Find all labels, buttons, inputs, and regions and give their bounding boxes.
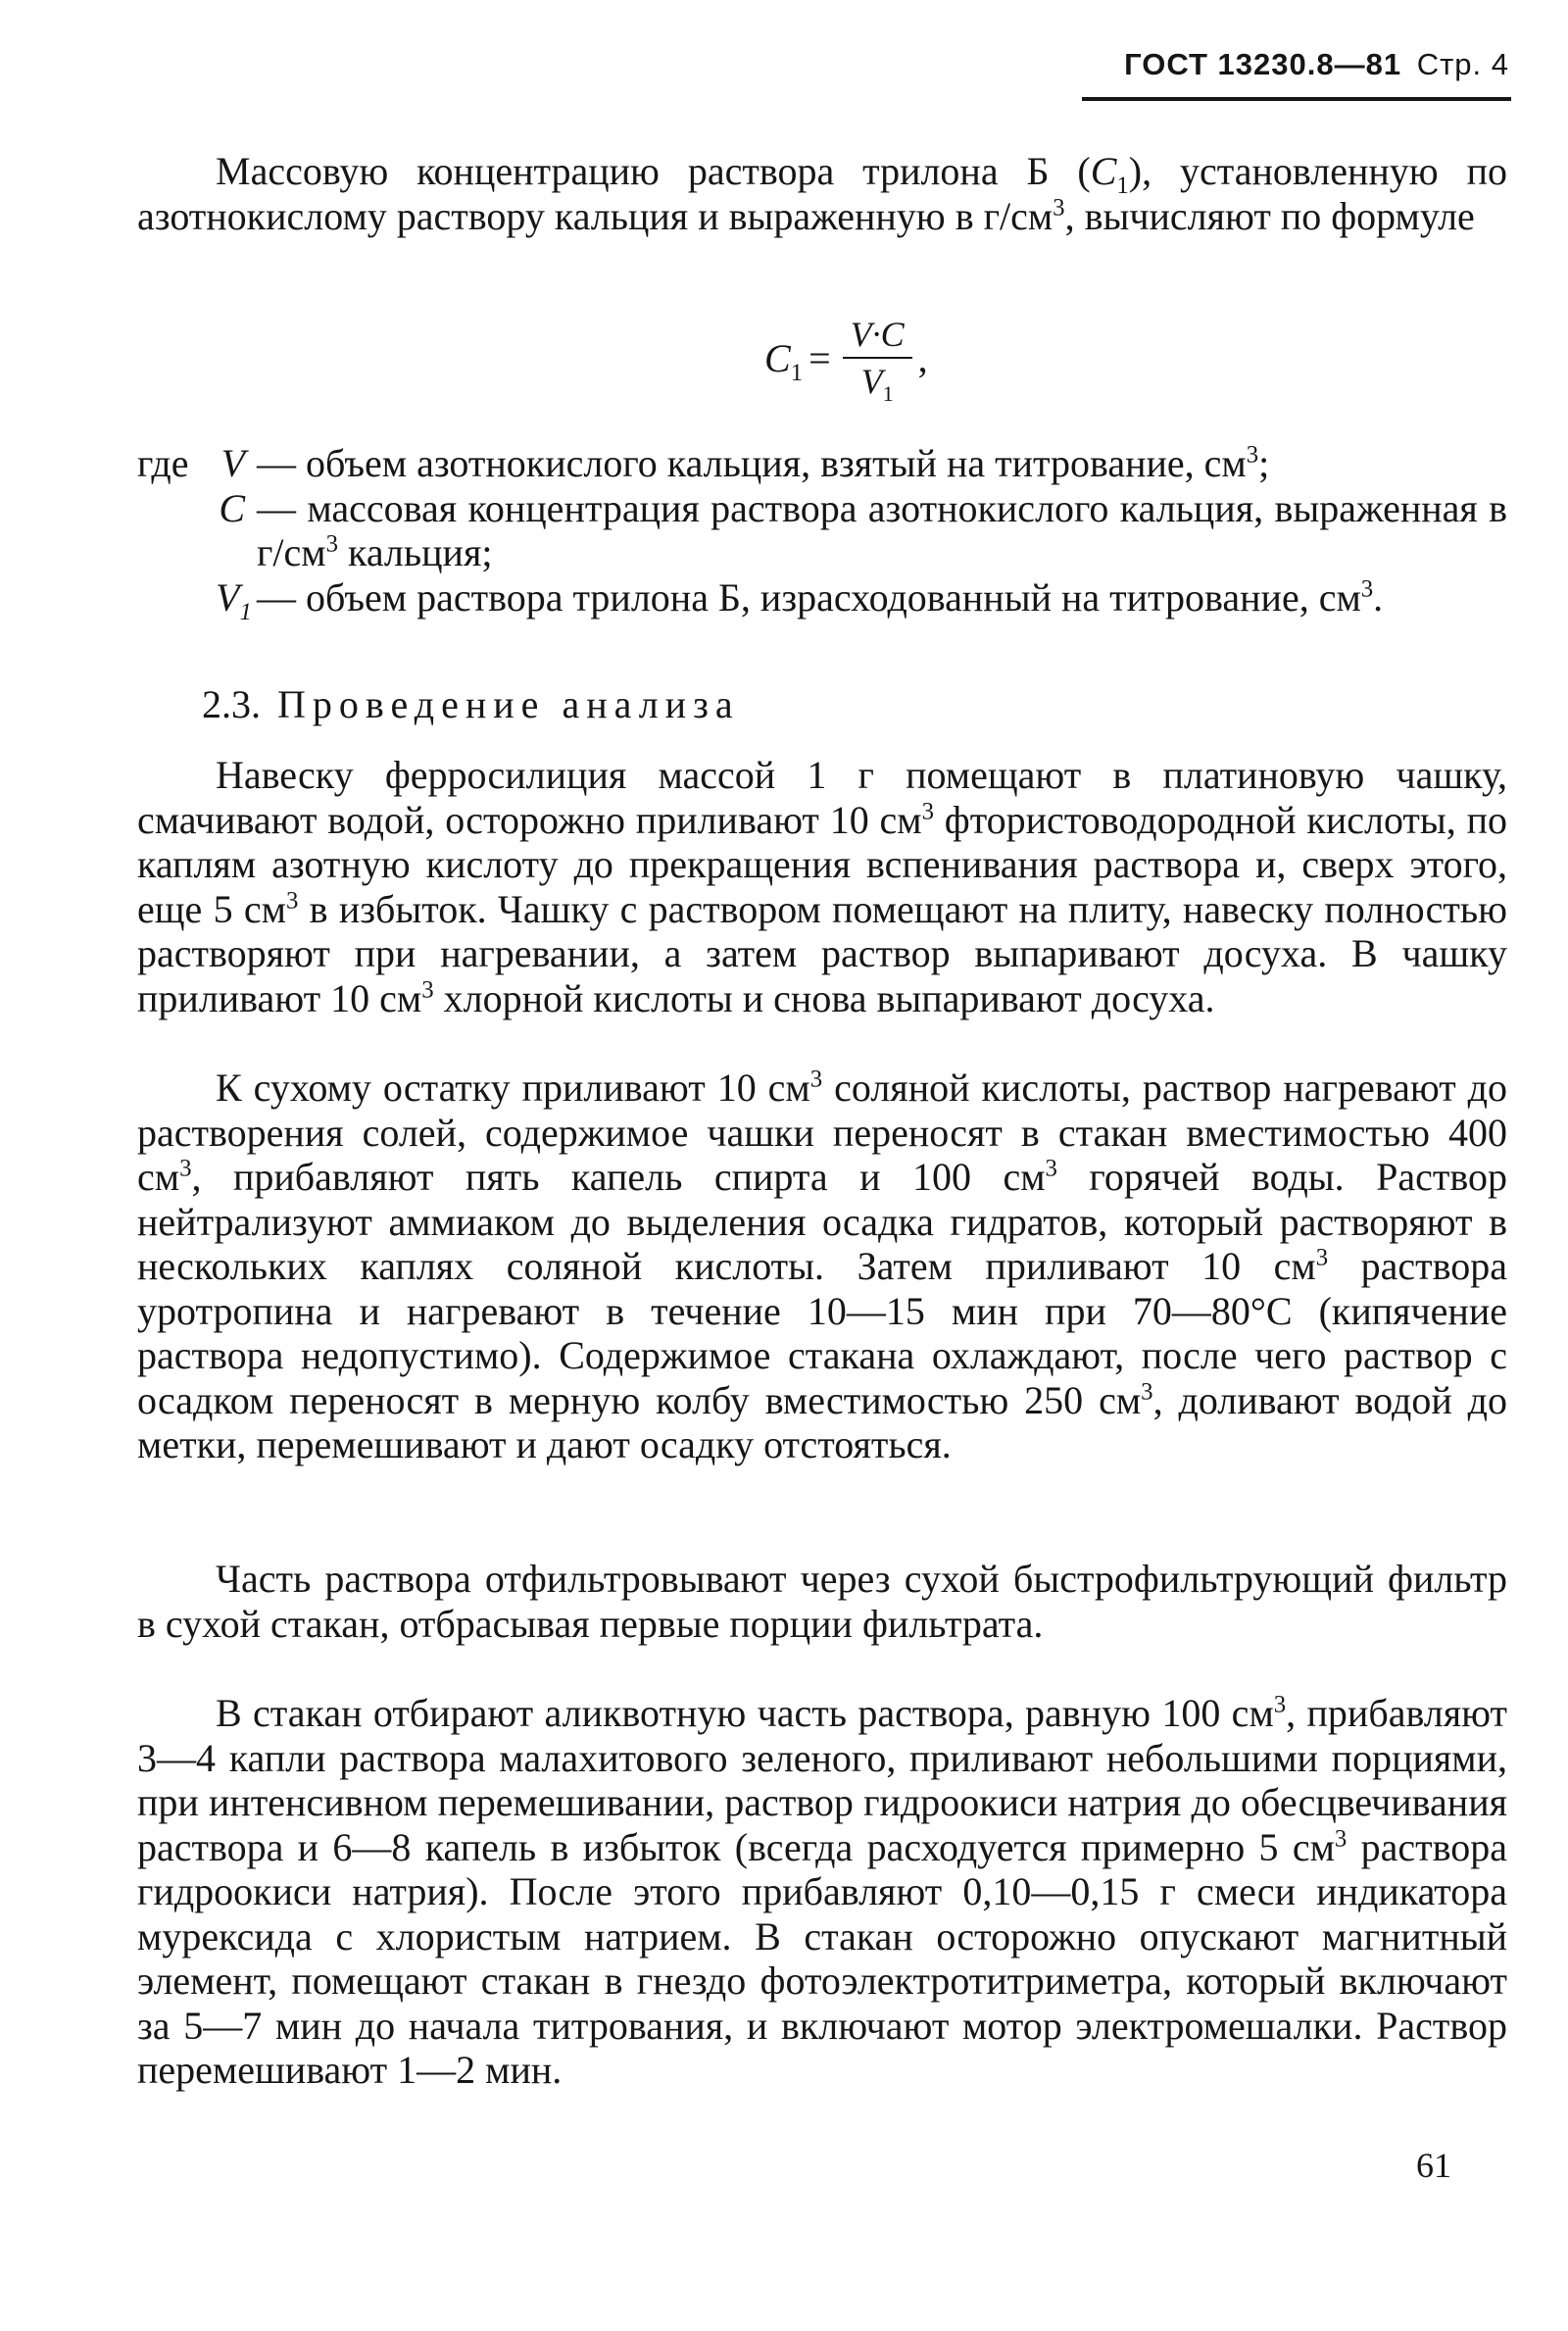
section-title: Проведение анализа (277, 682, 740, 726)
header-rule (1082, 97, 1511, 101)
page-label: Стр. 4 (1416, 47, 1509, 81)
formula-equals: = (808, 335, 831, 380)
formula-lhs: $C_1$ (764, 335, 804, 386)
document-header (1086, 47, 1509, 82)
formula-trailing: , (917, 335, 928, 380)
formula-numerator: V·C (850, 315, 905, 354)
paragraph-2: К сухому остатку приливают 10 $см^3$ соляной кислоты, раствор нагревают до растворения солей, содержимое чашки переносят в стакан вместимостью 400 $см^3$, прибавляют пять капель спирта и 100 $см^3$ горячей воды. Раствор нейтрализуют аммиаком до выделения осадка гидратов, который растворяют в нескольких каплях соляной кислоты. Затем приливают 10 $см^3$ раствора уротропина и нагревают в течение 10—15 мин при 70—80°С (кипячение раствора недопустимо). Содержимое стакана охлаждают, после чего раствор с осадком переносят в мерную колбу вместимостью 250 $см^3$, доливают водой до метки, перемешивают и дают осадку отстояться. (137, 1066, 1508, 1466)
paragraph-1: Навеску ферросилиция массой 1 г помещают в платиновую чашку, смачивают водой, осторожно приливают 10 $см^3$ фтористоводородной кислоты, по каплям азотную кислоту до прекращения вспенивания раствора и, сверх этого, еще 5 $см^3$ в избыток. Чашку с раствором помещают на плиту, навеску полностью растворяют при нагревании, а затем раствор выпаривают досуха. В чашку приливают 10 $см^3$ хлорной кислоты и снова выпаривают досуха. (137, 753, 1507, 1020)
definitions-lead: где (137, 441, 189, 485)
definition-item: где V — объем азотнокислого кальция, взятый на титрование, $см^3$; (137, 441, 1270, 485)
page-number: 61 (1416, 2146, 1451, 2185)
definition-item: $V_1$ — объем раствора трилона Б, израсходованный на титрование, $см^3$. (216, 574, 1384, 625)
formula (764, 312, 928, 407)
intro-paragraph: Массовую концентрацию раствора трилона Б $(C_1)$, установленную по азотнокислому раствору кальция и выраженную в $г/см^3$, вычисляют по формуле (137, 149, 1507, 238)
section-heading (202, 681, 740, 727)
document-code: ГОСТ 13230.8—81 (1124, 47, 1402, 81)
paragraph-4: В стакан отбирают аликвотную часть раствора, равную 100 $см^3$, прибавляют 3—4 капли раствора малахитового зеленого, приливают небольшими порциями, при интенсивном перемешивании, раствор гидроокиси натрия до обесцвечивания раствора и 6—8 капель в избыток (всегда расходуется примерно 5 $см^3$ раствора гидроокиси натрия). После этого прибавляют 0,10—0,15 г смеси индикатора мурексида с хлористым натрием. В стакан осторожно опускают магнитный элемент, помещают стакан в гнездо фотоэлектротитриметра, который включают за 5—7 мин до начала титрования, и включают мотор электромешалки. Раствор перемешивают 1—2 мин. (137, 1691, 1508, 2092)
formula-denominator: $V_1$ (860, 362, 894, 407)
formula-fraction (843, 312, 912, 407)
section-number: 2.3. (202, 682, 261, 726)
definitions-list (137, 441, 1507, 625)
paragraph-3: Часть раствора отфильтровывают через сухой быстрофильтрующий фильтр в сухой стакан, отбрасывая первые порции фильтрата. (137, 1557, 1507, 1646)
symbol-c1: C (1090, 149, 1117, 193)
definition-item: C — массовая концентрация раствора азотнокислого кальция, выраженная в $г/см^3$ кальция; (219, 485, 1507, 574)
